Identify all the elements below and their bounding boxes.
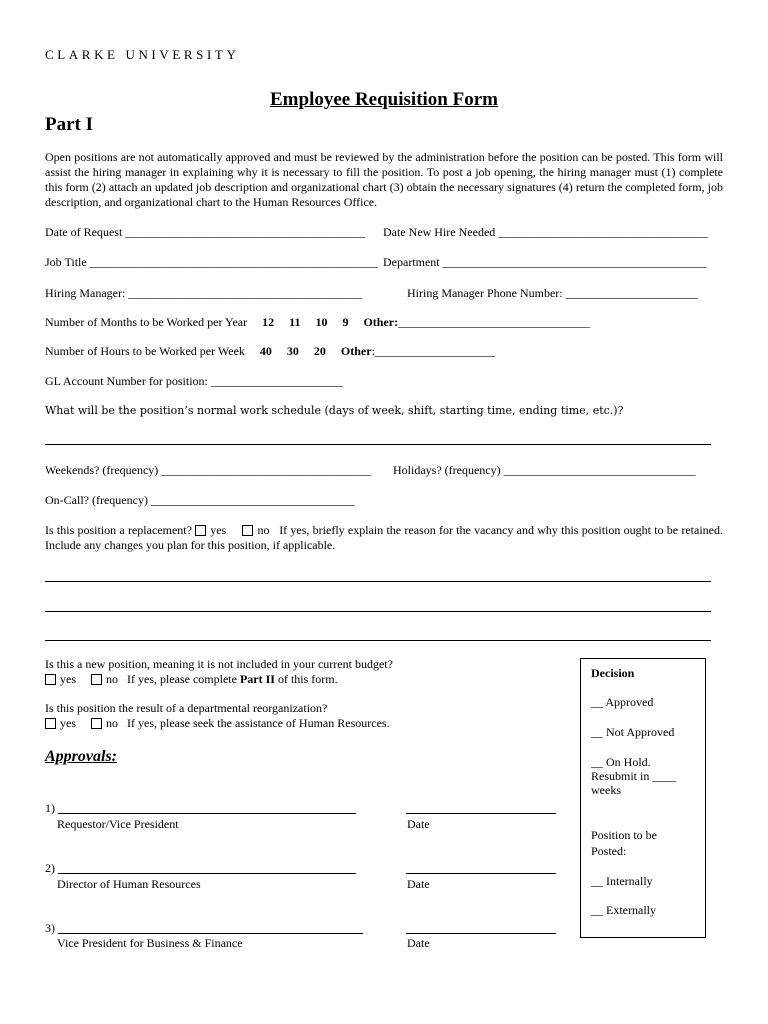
decision-not-approved[interactable]: __ Not Approved bbox=[591, 725, 675, 739]
replacement-no-label: no bbox=[257, 523, 270, 537]
reorg-note: If yes, please seek the assistance of Human Resources. bbox=[127, 716, 390, 730]
approval-3-signature-line[interactable] bbox=[58, 933, 363, 934]
new-position-question: Is this a new position, meaning it is not included in your current budget? bbox=[45, 657, 393, 671]
approval-2-title: Director of Human Resources bbox=[57, 877, 201, 891]
reorg-yes-checkbox[interactable] bbox=[45, 718, 56, 729]
approval-1-title: Requestor/Vice President bbox=[57, 817, 179, 831]
new-position-yes-checkbox[interactable] bbox=[45, 674, 56, 685]
replacement-yes-label: yes bbox=[210, 523, 227, 537]
replacement-answer-line-2[interactable] bbox=[45, 611, 711, 612]
hiring-manager-phone-field[interactable]: Hiring Manager Phone Number: ______________________ bbox=[407, 286, 698, 300]
approval-1-number: 1) bbox=[45, 801, 55, 815]
months-label: Number of Months to be Worked per Year bbox=[45, 315, 248, 329]
hours-label: Number of Hours to be Worked per Week bbox=[45, 344, 245, 358]
decision-internally[interactable]: __ Internally bbox=[591, 874, 653, 888]
decision-resubmit: Resubmit in ____ bbox=[591, 769, 677, 783]
new-position-note-end: of this form. bbox=[274, 672, 338, 686]
months-option-12[interactable]: 12 bbox=[262, 315, 275, 329]
replacement-explain: If yes, briefly explain the reason for the vacancy and why this position ought to be retained. Include any changes you plan for this position, if applicable. bbox=[45, 523, 724, 552]
decision-title: Decision bbox=[591, 666, 635, 680]
on-call-field[interactable]: On-Call? (frequency) __________________________________ bbox=[45, 493, 355, 507]
hours-other-label: Other bbox=[340, 344, 372, 358]
approval-3-title: Vice President for Business & Finance bbox=[57, 936, 243, 950]
date-of-request-field[interactable]: Date of Request ________________________________________ bbox=[45, 225, 366, 239]
approval-3-date-line[interactable] bbox=[406, 933, 556, 934]
approval-2-date-line[interactable] bbox=[406, 873, 556, 874]
reorg-no-label: no bbox=[106, 716, 118, 730]
new-position-no-checkbox[interactable] bbox=[91, 674, 102, 685]
schedule-question: What will be the position’s normal work schedule (days of week, shift, starting time, ending time, etc.)? bbox=[45, 404, 624, 417]
hours-option-40[interactable]: 40 bbox=[259, 344, 272, 358]
decision-posted-label-2: Posted: bbox=[591, 844, 627, 858]
decision-box bbox=[580, 658, 706, 938]
approval-1-date-label: Date bbox=[407, 817, 430, 831]
replacement-question-block bbox=[45, 523, 723, 553]
approval-3-number: 3) bbox=[45, 921, 55, 935]
hours-other-field[interactable]: :____________________ bbox=[371, 344, 495, 358]
approval-2-date-label: Date bbox=[407, 877, 430, 891]
months-row bbox=[45, 315, 590, 329]
months-option-9[interactable]: 9 bbox=[342, 315, 349, 329]
decision-posted-label-1: Position to be bbox=[591, 828, 658, 842]
part-title: Part I bbox=[45, 114, 94, 135]
months-option-11[interactable]: 11 bbox=[289, 315, 301, 329]
reorg-options bbox=[45, 716, 390, 730]
months-option-10[interactable]: 10 bbox=[315, 315, 328, 329]
decision-externally[interactable]: __ Externally bbox=[591, 903, 656, 917]
approval-3-date-label: Date bbox=[407, 936, 430, 950]
weekends-field[interactable]: Weekends? (frequency) ___________________________________ bbox=[45, 463, 372, 477]
decision-approved[interactable]: __ Approved bbox=[591, 695, 654, 709]
approval-2-number: 2) bbox=[45, 861, 55, 875]
department-field[interactable]: Department ____________________________________________ bbox=[383, 255, 707, 269]
decision-on-hold[interactable]: __ On Hold. bbox=[591, 755, 651, 769]
reorg-no-checkbox[interactable] bbox=[91, 718, 102, 729]
decision-weeks: weeks bbox=[591, 783, 621, 797]
reorg-yes-label: yes bbox=[60, 716, 76, 730]
approval-2-signature-line[interactable] bbox=[58, 873, 356, 874]
new-position-no-label: no bbox=[106, 672, 118, 686]
months-other-field[interactable]: ________________________________ bbox=[398, 315, 591, 329]
hours-row bbox=[45, 344, 495, 358]
university-name: CLARKE UNIVERSITY bbox=[45, 47, 240, 62]
replacement-no-checkbox[interactable] bbox=[242, 525, 253, 536]
reorg-question: Is this position the result of a departmental reorganization? bbox=[45, 701, 328, 715]
replacement-yes-checkbox[interactable] bbox=[195, 525, 206, 536]
holidays-field[interactable]: Holidays? (frequency) ________________________________ bbox=[393, 463, 696, 477]
job-title-field[interactable]: Job Title ________________________________________________ bbox=[45, 255, 378, 269]
approval-1-signature-line[interactable] bbox=[58, 813, 356, 814]
replacement-question: Is this position a replacement? bbox=[45, 523, 192, 537]
intro-paragraph: Open positions are not automatically approved and must be reviewed by the administration before the position can be posted. This form will assist the hiring manager in explaining why it is necessary to fill the position. To post a job opening, the hiring manager must (1) complete this form (2) attach an updated job description and organizational chart (3) obtain the necessary signatures (4) return the completed form, job description, and organizational chart to the Human Resources Office. bbox=[45, 150, 723, 209]
part-ii-reference: Part II bbox=[239, 672, 275, 686]
form-title: Employee Requisition Form bbox=[270, 89, 498, 110]
new-position-yes-label: yes bbox=[60, 672, 76, 686]
gl-account-field[interactable]: GL Account Number for position: ______________________ bbox=[45, 374, 343, 388]
months-other-label: Other: bbox=[363, 315, 399, 329]
new-position-note: If yes, please complete bbox=[127, 672, 240, 686]
approval-1-date-line[interactable] bbox=[406, 813, 556, 814]
approvals-heading: Approvals: bbox=[45, 748, 117, 765]
replacement-answer-line-1[interactable] bbox=[45, 581, 711, 582]
new-position-options bbox=[45, 672, 338, 686]
hours-option-30[interactable]: 30 bbox=[286, 344, 299, 358]
hiring-manager-field[interactable]: Hiring Manager: _______________________________________ bbox=[45, 286, 363, 300]
hours-option-20[interactable]: 20 bbox=[313, 344, 326, 358]
schedule-answer-line[interactable] bbox=[45, 444, 711, 445]
replacement-answer-line-3[interactable] bbox=[45, 640, 711, 641]
date-new-hire-field[interactable]: Date New Hire Needed ___________________________________ bbox=[383, 225, 709, 239]
